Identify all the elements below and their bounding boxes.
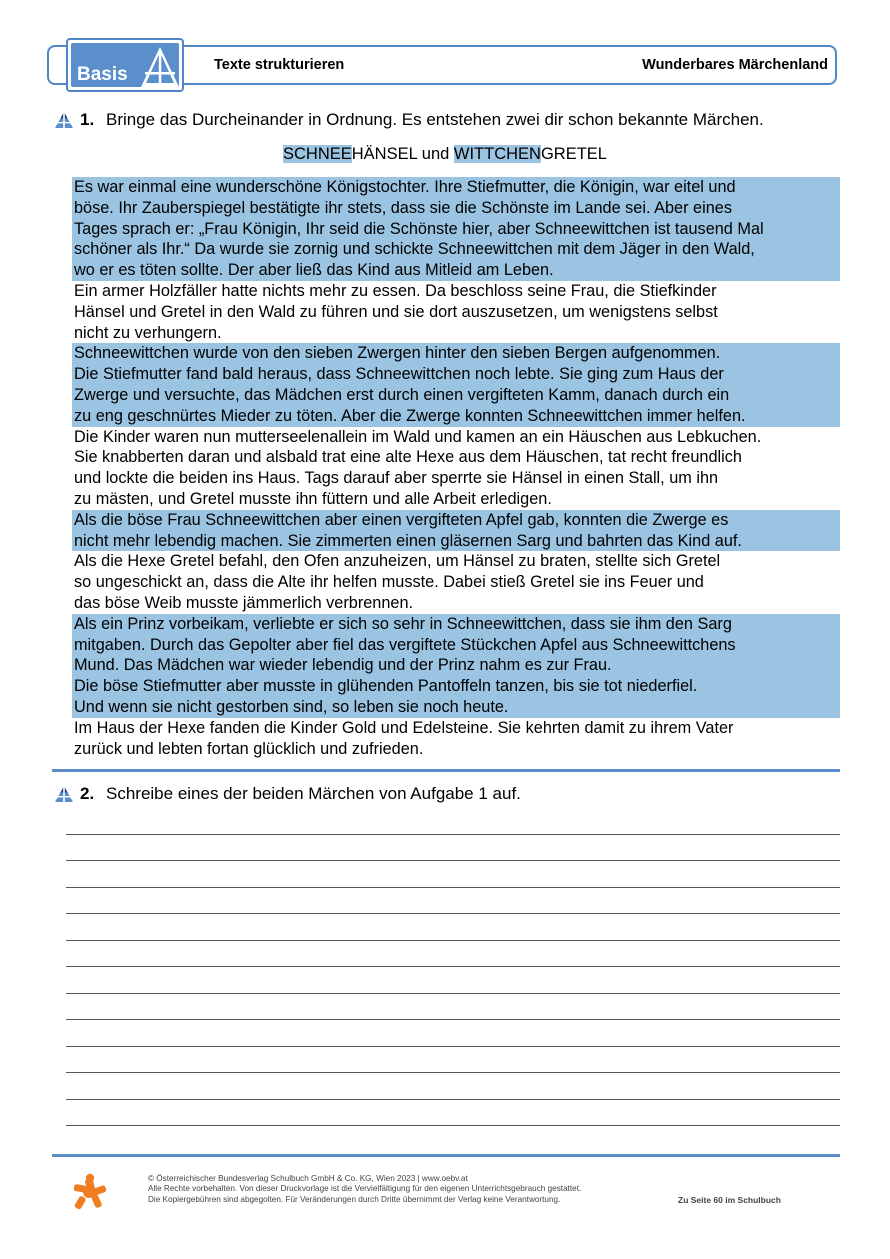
writing-line[interactable]	[66, 966, 840, 967]
story-segment	[72, 427, 840, 510]
story-block	[72, 177, 840, 759]
story-line: zurück und lebten fortan glücklich und zufrieden.	[74, 739, 424, 758]
title-part-wittchen: WITTCHEN	[453, 145, 541, 163]
title-part-schnee: SCHNEE	[283, 145, 352, 163]
basis-badge	[66, 38, 184, 92]
story-line: Im Haus der Hexe fanden die Kinder Gold und Edelsteine. Sie kehrten damit zu ihrem Vater	[74, 718, 734, 737]
story-line: Mund. Das Mädchen war wieder lebendig und der Prinz nahm es zur Frau.	[74, 656, 612, 675]
story-segment	[72, 718, 840, 760]
copyright-line: © Österreichischer Bundesverlag Schulbuch GmbH & Co. KG, Wien 2023 | www.oebv.at	[148, 1174, 468, 1183]
copyright-line: Die Kopiergebühren sind abgegolten. Für Veränderungen durch Dritte übernimmt der Verlag keine Verantwortung.	[148, 1194, 561, 1204]
level-triangle-icon	[139, 45, 179, 87]
writing-line[interactable]	[66, 1072, 840, 1073]
writing-line[interactable]	[66, 834, 840, 835]
textbook-reference: Zu Seite 60 im Schulbuch	[678, 1195, 781, 1205]
story-line: Die Kinder waren nun mutterseelenallein im Wald und kamen an ein Häuschen aus Lebkuchen.	[74, 427, 762, 446]
task-2-heading	[54, 784, 521, 804]
title-part-gretel: GRETEL	[540, 145, 607, 163]
story-line: Ein armer Holzfäller hatte nichts mehr zu essen. Da beschloss seine Frau, die Stiefkinder	[74, 281, 717, 300]
story-line: zu eng geschnürtes Mieder zu töten. Aber die Zwerge konnten Schneewittchen immer helfen.	[74, 406, 746, 425]
story-line: und lockte die beiden ins Haus. Tags darauf aber sperrte sie Hänsel in einen Stall, um ihn	[74, 469, 719, 488]
copyright-notice	[148, 1174, 581, 1205]
story-line: so ungeschickt an, dass die Alte ihr helfen musste. Dabei stieß Gretel sie ins Feuer und	[74, 573, 704, 592]
basis-label: Basis	[77, 64, 128, 85]
story-line: das böse Weib musste jämmerlich verbrennen.	[74, 593, 414, 612]
story-line: zu mästen, und Gretel musste ihn füttern und alle Arbeit erledigen.	[74, 489, 552, 508]
level-triangle-icon	[54, 111, 74, 129]
story-segment	[72, 510, 840, 552]
story-line: Als die böse Frau Schneewittchen aber einen vergifteten Apfel gab, konnten die Zwerge es	[74, 510, 729, 529]
story-line: Es war einmal eine wunderschöne Königstochter. Ihre Stiefmutter, die Königin, war eitel und	[74, 178, 736, 196]
story-line: Als die Hexe Gretel befahl, den Ofen anzuheizen, um Hänsel zu braten, stellte sich Gretel	[74, 552, 721, 571]
story-line: Tages sprach er: „Frau Königin, Ihr seid die Schönste hier, aber Schneewittchen ist tausend Mal	[74, 219, 764, 238]
task-1-heading	[54, 110, 764, 130]
story-line: böse. Ihr Zauberspiegel bestätigte ihr stets, dass sie die Schönste im Lande sei. Aber eines	[74, 198, 732, 217]
writing-line[interactable]	[66, 1125, 840, 1126]
writing-line[interactable]	[66, 1099, 840, 1100]
writing-line[interactable]	[66, 940, 840, 941]
story-line: nicht zu verhungern.	[74, 323, 222, 342]
story-line: Sie knabberten daran und alsbald trat eine alte Hexe aus dem Häuschen, tat recht freundlich	[74, 448, 742, 467]
story-segment	[72, 614, 840, 718]
writing-line[interactable]	[66, 887, 840, 888]
story-segment	[72, 551, 840, 613]
story-segment	[72, 343, 840, 426]
story-line: Hänsel und Gretel in den Wald zu führen und sie dort auszusetzen, um wenigstens selbst	[74, 302, 718, 321]
writing-line[interactable]	[66, 1046, 840, 1047]
story-title	[0, 145, 890, 164]
level-triangle-icon	[54, 785, 74, 803]
worksheet-title: Texte strukturieren	[214, 57, 345, 73]
writing-line[interactable]	[66, 860, 840, 861]
task-2-instruction: Schreibe eines der beiden Märchen von Aufgabe 1 auf.	[106, 784, 521, 803]
writing-line[interactable]	[66, 993, 840, 994]
title-part-haensel: HÄNSEL und	[351, 145, 454, 163]
story-line: Zwerge und versuchte, das Mädchen erst durch einen vergifteten Kamm, danach durch ein	[74, 385, 730, 404]
worksheet-topic: Wunderbares Märchenland	[642, 57, 828, 73]
publisher-logo-icon	[72, 1172, 108, 1210]
writing-line[interactable]	[66, 1019, 840, 1020]
task-2-number: 2.	[80, 784, 95, 803]
story-line: Schneewittchen wurde von den sieben Zwergen hinter den sieben Bergen aufgenommen.	[74, 344, 721, 363]
story-line: mitgaben. Durch das Gepolter aber fiel das vergiftete Stückchen Apfel aus Schneewittchens	[74, 635, 736, 654]
story-segment	[72, 281, 840, 343]
story-line: Als ein Prinz vorbeikam, verliebte er sich so sehr in Schneewittchen, dass sie ihm den Sarg	[74, 614, 732, 633]
footer-divider	[52, 1154, 840, 1157]
writing-line[interactable]	[66, 913, 840, 914]
story-line: wo er es töten sollte. Der aber ließ das Kind aus Mitleid am Leben.	[74, 261, 554, 280]
story-line: Die böse Stiefmutter aber musste in glühenden Pantoffeln tanzen, bis sie tot niederfiel.	[74, 677, 698, 696]
section-divider	[52, 769, 840, 772]
story-segment	[72, 177, 840, 281]
story-line: nicht mehr lebendig machen. Sie zimmerten einen gläsernen Sarg und bahrten das Kind auf.	[74, 531, 742, 550]
task-1-number: 1.	[80, 110, 95, 129]
copyright-line: Alle Rechte vorbehalten. Von dieser Druckvorlage ist die Vervielfältigung für den eigenen Unterrichtsgebrauch gestattet.	[148, 1184, 582, 1194]
story-line: Die Stiefmutter fand bald heraus, dass Schneewittchen noch lebte. Sie ging zum Haus der	[74, 365, 724, 384]
story-line: schöner als Ihr.“ Da wurde sie zornig und schickte Schneewittchen mit dem Jäger in den Wald,	[74, 240, 755, 259]
task-1-instruction: Bringe das Durcheinander in Ordnung. Es entstehen zwei dir schon bekannte Märchen.	[106, 110, 764, 129]
story-line: Und wenn sie nicht gestorben sind, so leben sie noch heute.	[74, 697, 509, 716]
